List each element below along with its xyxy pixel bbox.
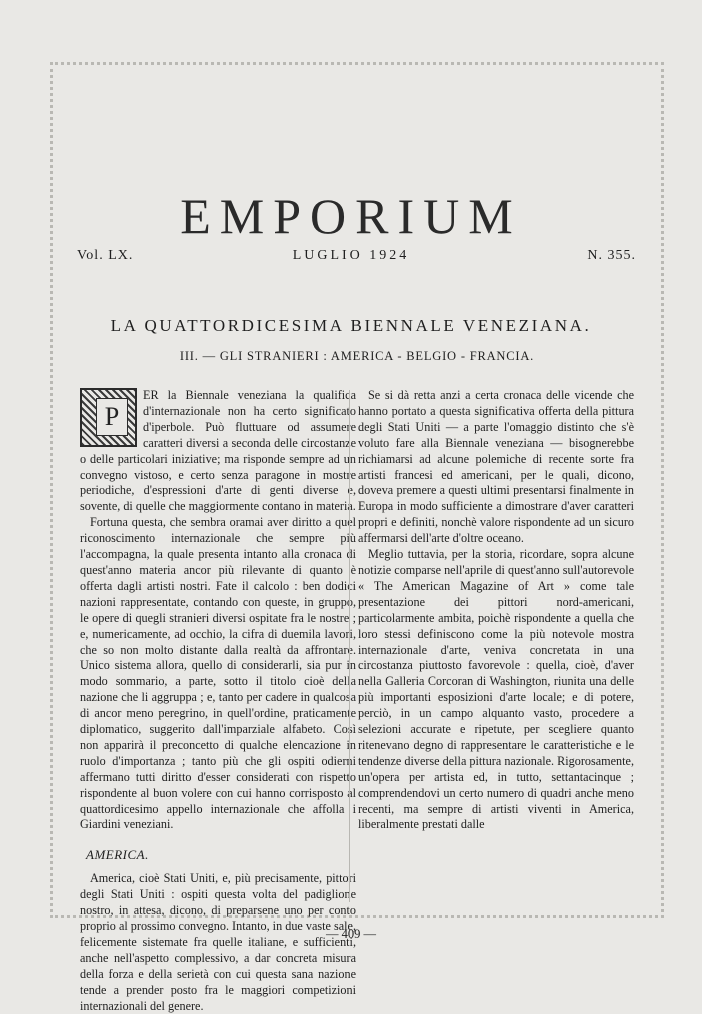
masthead: EMPORIUM <box>180 188 522 244</box>
section-heading-america: AMERICA. <box>86 847 149 863</box>
left-column <box>80 388 356 1014</box>
column-divider <box>349 390 350 902</box>
article-title: LA QUATTORDICESIMA BIENNALE VENEZIANA. <box>110 316 592 335</box>
paragraph-america: America, cioè Stati Uniti, e, più precisamente, pittori degli Stati Uniti : ospiti questa volta del padiglione nostro, in attesa, dicono, di preparsene uno per conto proprio al prossimo convegno. Intanto, in due vaste sale, felicemente sistemate fra quelle italiane, e sufficienti, anche nell'aspetto complessivo, a dar concreta misura della forza e della serietà con cui questa sana nazione tende a prender posto fra le maggiori competizioni internazionali del genere. <box>80 871 356 1013</box>
issue-date: LUGLIO 1924 <box>292 248 410 263</box>
article-subtitle: III. — GLI STRANIERI : AMERICA - BELGIO - FRANCIA. <box>179 349 535 363</box>
right-column <box>358 388 634 833</box>
paragraph-meglio: Meglio tuttavia, per la storia, ricordare, sopra alcune notizie comparse nell'aprile di quest'anno sull'autorevole « The American Magazine of Art » come tale presentazione dei pittori nord-americani, particolarmente ambita, poichè rispondente a quella che loro stessi definiscono come la più notevole mostra internazionale d'arte, veniva concretata in una circostanza piuttosto favorevole : quella, cioè, d'aver nella Galleria Corcoran di Washington, riunita una delle più importanti esposizioni d'arte locale; e di potere, perciò, in un campo alquanto vasto, procedere a selezioni accurate e ripetute, per scegliere quanto ritenevano degno di rappresentare le caratteristiche e le tendenze diverse della pittura nazionale. Rigorosamente, un'opera per artista ed, in tutto, settantacinque ; comprendendovi un certo numero di quadri anche meno recenti, ma sempre di artisti viventi in America, liberalmente prestati dalle <box>358 547 634 832</box>
volume-label: Vol. LX. <box>77 248 134 263</box>
issue-number: N. 355. <box>587 248 636 263</box>
page-number: — 409 — <box>326 927 376 941</box>
dropcap-ornament <box>80 388 137 447</box>
paragraph-intro: ER la Biennale veneziana la qualifica d'internazionale non ha certo significato d'iperbole. Può fluttuare od assumere caratteri diversi a seconda delle circostanze o delle particolari iniziative; ma risponde sempre ad un convegno vistoso, e certo senza paragone in mostre periodiche, d'espressioni d'arte di genti diverse e, sovente, di quelle che maggiormente contano in materia. <box>80 388 356 514</box>
paragraph-cronaca: Se si dà retta anzi a certa cronaca delle vicende che hanno portato a questa significativa offerta della pittura degli Stati Uniti — a parte l'omaggio distinto che s'è voluto fare alla Biennale veneziana — bisognerebbe richiamarsi ad alcune polemiche di recente sorte fra artisti francesi ed americani, per le quali, dicono, doveva premere a questi ultimi presentarsi finalmente in Europa in modo sufficiente a dimostrare d'aver caratteri propri e definiti, nonchè valore rispondente ad un sicuro affermarsi dell'arte d'oltre oceano. <box>358 388 634 546</box>
dropcap-letter: P <box>96 398 128 436</box>
paragraph-fortuna: Fortuna questa, che sembra oramai aver diritto a quel riconoscimento internazionale che sempre più l'accompagna, la quale presenta intanto alla cronaca di quest'anno materia ancor più rilevante di quanto è offerta dagli artisti nostri. Fate il calcolo : ben dodici nazioni rappresentate, contando con queste, in gruppo, le opere di quegli stranieri diversi ospitate fra le nostre ; e, numericamente, ad occhio, la cifra di duemila lavori, che so non molto distante dalla realtà da affrontare. Unico sistema allora, quello di considerarli, sia pur in modo sommario, a parte, sotto il titolo cioè della nazione che li aggruppa ; e, tanto per cadere in qualcosa di ancor meno peregrino, in quell'ordine, praticamente diplomatico, suggerito dall'imparziale alfabeto. Così non apparirà il preconcetto di qualche elencazione in ruolo d'importanza ; tanto più che gli ospiti odierni affermano tutti diritto d'esser considerati con rispetto rispondente al buon volere con cui hanno corrisposto al quattordicesimo appello internazionale che affolla i Giardini veneziani. <box>80 515 356 832</box>
